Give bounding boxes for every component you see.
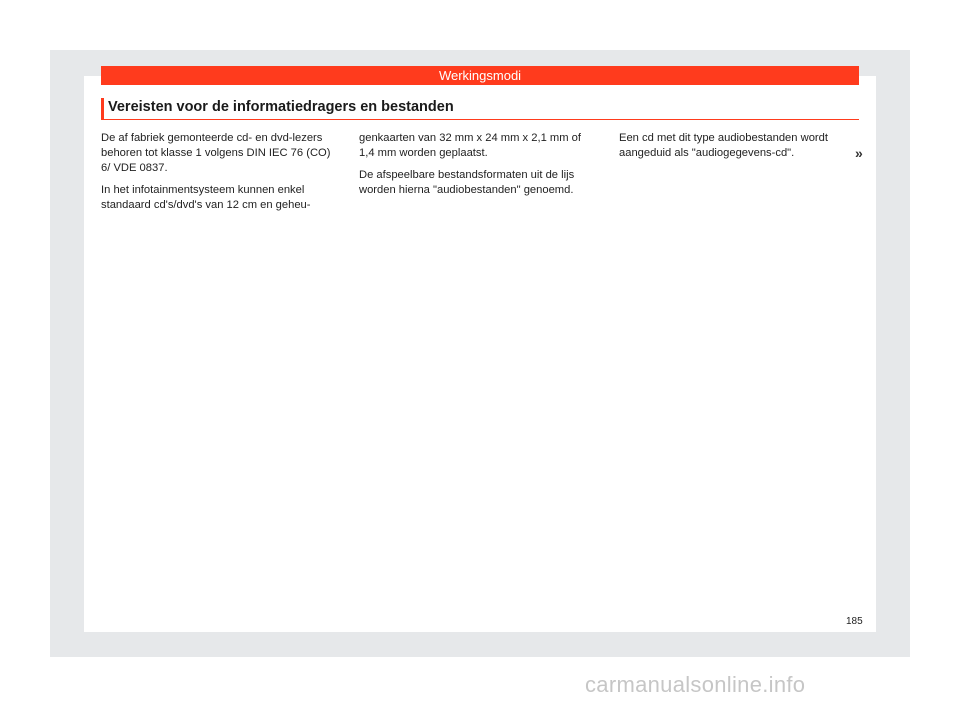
paragraph: De af fabriek gemonteerde cd- en dvd-lezers behoren tot klasse 1 volgens DIN IEC 76 (CO) 6/ VDE 0837. (101, 132, 331, 174)
paragraph: De afspeelbare bestandsformaten uit de lijs worden hierna "audiobestanden" genoemd. (359, 169, 575, 196)
text-column-1 (101, 131, 341, 220)
paragraph: genkaarten van 32 mm x 24 mm x 2,1 mm of 1,4 mm worden geplaatst. (359, 132, 581, 159)
text-column-3 (619, 131, 859, 168)
paragraph: In het infotainmentsysteem kunnen enkel standaard cd's/dvd's van 12 cm en geheu- (101, 184, 311, 211)
text-column-2 (359, 131, 599, 205)
section-marker (101, 98, 104, 120)
paragraph: Een cd met dit type audiobestanden wordt aangeduid als "audiogegevens-cd". (619, 132, 828, 159)
chapter-header: Werkingsmodi (101, 66, 859, 85)
continue-icon: » (855, 145, 863, 161)
section-title: Vereisten voor de informatiedragers en bestanden (108, 99, 454, 115)
page-number: 185 (846, 616, 863, 627)
watermark: carmanualsonline.info (585, 672, 806, 697)
section-divider (101, 119, 859, 120)
